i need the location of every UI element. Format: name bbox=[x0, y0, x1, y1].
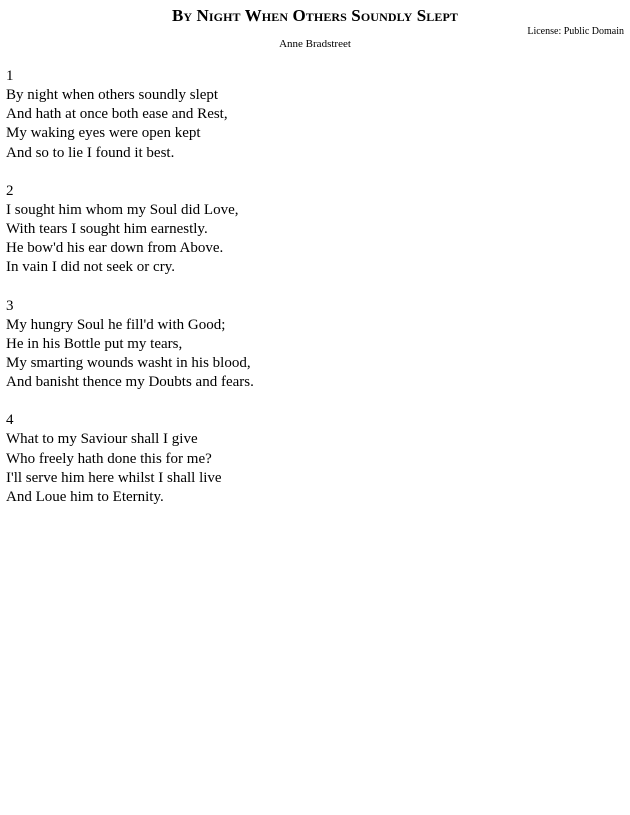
poem-line: I sought him whom my Soul did Love, bbox=[6, 201, 239, 218]
poem-line: He in his Bottle put my tears, bbox=[6, 335, 183, 352]
stanza bbox=[6, 182, 606, 278]
stanza bbox=[6, 67, 606, 163]
poem-line: And hath at once both ease and Rest, bbox=[6, 106, 228, 123]
stanza-number: 3 bbox=[6, 297, 14, 314]
license-notice: License: Public Domain bbox=[527, 26, 624, 37]
poem-line: By night when others soundly slept bbox=[6, 87, 219, 103]
poem-line: And Loue him to Eternity. bbox=[6, 489, 164, 506]
poem-line: What to my Saviour shall I give bbox=[6, 431, 198, 448]
poem-line: With tears I sought him earnestly. bbox=[6, 221, 208, 238]
stanza-number: 2 bbox=[6, 182, 14, 199]
poem-line: He bow'd his ear down from Above. bbox=[6, 240, 224, 257]
stanza-number: 1 bbox=[6, 68, 14, 84]
poem-line: And so to lie I found it best. bbox=[6, 144, 175, 161]
poem-line: And banisht thence my Doubts and fears. bbox=[6, 374, 254, 391]
poem-line: Who freely hath done this for me? bbox=[6, 450, 212, 467]
poem-author: Anne Bradstreet bbox=[279, 38, 351, 50]
stanza-number: 4 bbox=[6, 412, 14, 429]
poem-line: My waking eyes were open kept bbox=[6, 125, 201, 142]
stanza bbox=[6, 297, 606, 393]
stanza bbox=[6, 411, 606, 507]
poem-line: My hungry Soul he fill'd with Good; bbox=[6, 316, 226, 333]
poem-line: In vain I did not seek or cry. bbox=[6, 259, 175, 276]
poem-title: By Night When Others Soundly Slept bbox=[171, 6, 459, 25]
poem-body bbox=[6, 67, 606, 526]
poem-line: My smarting wounds washt in his blood, bbox=[6, 355, 251, 372]
poem-line: I'll serve him here whilst I shall live bbox=[6, 469, 222, 486]
